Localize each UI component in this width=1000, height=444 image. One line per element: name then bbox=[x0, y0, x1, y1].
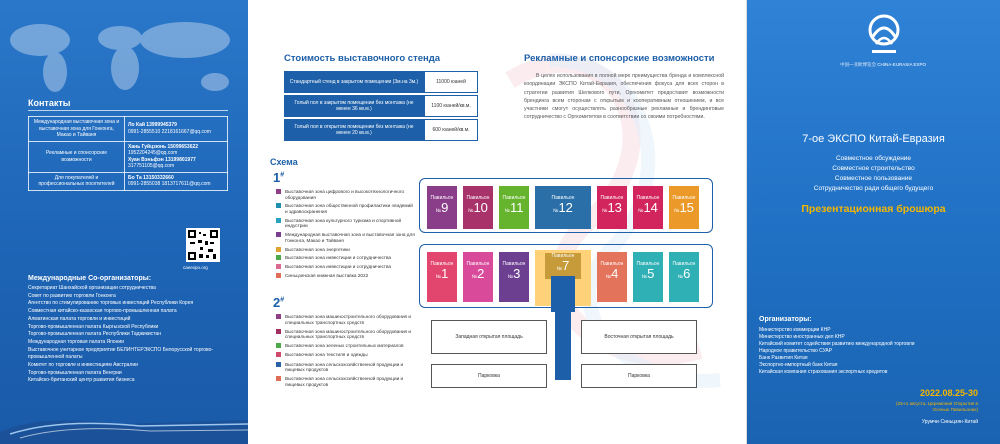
pavilion-no: № bbox=[553, 208, 559, 214]
connector-passage bbox=[551, 276, 575, 312]
contact-line[interactable]: Бо Та 13150332660 bbox=[128, 174, 174, 181]
slogan-list bbox=[747, 154, 1000, 194]
cost-row bbox=[284, 95, 478, 117]
pavilion-no: № bbox=[677, 274, 684, 280]
pavilion-number bbox=[427, 201, 457, 218]
cost-table bbox=[284, 69, 478, 143]
pavilion-no: № bbox=[602, 208, 608, 214]
hall-2-number: 2# bbox=[273, 295, 285, 310]
pavilion-label bbox=[463, 195, 493, 218]
pavilion-number bbox=[669, 201, 699, 218]
pavilion-number bbox=[633, 267, 663, 284]
pavilion-5[interactable] bbox=[633, 252, 663, 302]
stand-price: 600 юаней/кв.м. bbox=[424, 119, 478, 141]
expo-logo-icon bbox=[864, 10, 904, 60]
pavilion-10[interactable] bbox=[463, 186, 493, 229]
pavilion-1[interactable] bbox=[427, 252, 457, 302]
contact-line[interactable]: Хань Гуйцзюнь 15099653622 bbox=[128, 143, 199, 150]
legend-swatch bbox=[276, 362, 281, 367]
pavilion-no: № bbox=[435, 274, 442, 280]
pavilion-word: Павильон bbox=[551, 195, 575, 201]
legend-label: Выставочная зона зеленых строительных материалов bbox=[285, 343, 404, 349]
pavilion-word: Павильон bbox=[672, 195, 696, 201]
parking-west: Парковка bbox=[431, 364, 547, 388]
pavilion-no: № bbox=[674, 208, 680, 214]
pavilion-number bbox=[597, 201, 627, 218]
logo-caption: 中国—亚欧博览会 CHINA-EURASIA EXPO bbox=[839, 62, 926, 67]
pavilion-word: Павильон bbox=[636, 261, 660, 267]
pavilion-label bbox=[535, 195, 591, 218]
legend-hall-1 bbox=[276, 189, 416, 282]
pavilion-label bbox=[597, 261, 627, 284]
ads-title: Рекламные и спонсорские возможности bbox=[524, 53, 715, 64]
coorganizer-item: Агентство по стимулированию торговых инвестиций Республики Корея bbox=[28, 300, 194, 307]
pavilion-number bbox=[545, 259, 581, 276]
coorganizer-item: Секретариат Шанхайской организации сотрудничества bbox=[28, 285, 156, 291]
pavilion-num: 12 bbox=[558, 200, 573, 215]
pavilion-num: 1 bbox=[441, 266, 449, 281]
pavilion-word: Павильон bbox=[466, 261, 490, 267]
coorganizer-item: Совместная китайско-казахская торгово-промышленная палата bbox=[28, 308, 177, 315]
expo-title: 7-ое ЭКСПО Китай-Евразия bbox=[802, 133, 945, 145]
legend-item bbox=[276, 376, 416, 387]
legend-label: Выставочная зона текстиля и одежды bbox=[285, 352, 368, 358]
contact-line[interactable]: Хуан Вэньфэн 13199801977 bbox=[128, 156, 196, 163]
contact-line[interactable]: 1952204245@qq.com bbox=[128, 150, 178, 156]
pavilion-number bbox=[633, 201, 663, 218]
legend-swatch bbox=[276, 218, 281, 223]
stand-type: Голый пол в открытом помещении без монтажа (не менее 20 кв.м.) bbox=[284, 119, 424, 141]
coorganizer-item: Китайско-британский центр развития бизнеса bbox=[28, 377, 135, 384]
pavilion-num: 3 bbox=[513, 266, 521, 281]
legend-item bbox=[276, 343, 416, 349]
coorganizer-item: Торгово-промышленная палата Кыргызской Республики bbox=[28, 323, 159, 330]
pavilion-word: Павильон bbox=[466, 195, 490, 201]
pavilion-number bbox=[669, 267, 699, 284]
pavilion-label bbox=[669, 261, 699, 284]
legend-swatch bbox=[276, 352, 281, 357]
pavilion-no: № bbox=[605, 274, 612, 280]
cost-row bbox=[284, 71, 478, 93]
cost-row bbox=[284, 119, 478, 141]
coorganizer-item: Алматинская палата торговли и инвестиций bbox=[28, 315, 131, 322]
slogan-item: Совместное обсуждение bbox=[835, 155, 912, 162]
contact-row bbox=[29, 141, 228, 172]
pavilion-no: № bbox=[507, 274, 514, 280]
legend-swatch bbox=[276, 329, 281, 334]
legend-label: Выставочная зона сельскохозяйственной продукции и пищевых продуктов bbox=[285, 376, 404, 387]
ads-text: В целях использования в полной мере преимущества бренда и комплексной координации ЭКСПО Китай-Евразия, обеспечения фокуса для всех сторон в стратегии развития Шелкового пути, Оргкомитет предоставит возможности брендинга всем сторонам с открытым и кооперативным отношением, и все участники смогут осуществлять разнообразные рекламные и брендинговые сотрудничество с Оргкомитетом в соответствии со своими потребностями. bbox=[524, 73, 724, 121]
expo-date: 2022.08.25-30 bbox=[919, 388, 978, 398]
organizer-item: Банк Развития Китая bbox=[759, 355, 808, 361]
pavilion-14[interactable] bbox=[633, 186, 663, 229]
slogan-item: Сотрудничество ради общего будущего bbox=[813, 185, 934, 192]
contact-row bbox=[29, 117, 228, 142]
organizers-list bbox=[759, 327, 915, 376]
organizer-item: Министерство иностранных дел КНР bbox=[759, 334, 845, 340]
contact-row bbox=[29, 172, 228, 190]
coorganizer-item: Совет по развитию торговли Гонконга bbox=[28, 292, 116, 299]
pavilion-num: 7 bbox=[562, 258, 570, 273]
contact-line[interactable]: 0991-2855038 1813717611@qq.com bbox=[128, 181, 211, 187]
pavilion-num: 5 bbox=[647, 266, 655, 281]
legend-swatch bbox=[276, 189, 281, 194]
legend-item bbox=[276, 189, 416, 200]
legend-item bbox=[276, 255, 416, 261]
legend-swatch bbox=[276, 376, 281, 381]
legend-item bbox=[276, 247, 416, 253]
legend-item bbox=[276, 273, 416, 279]
legend-label: Выставочная зона машиностроительного оборудования и специальных транспортных средств bbox=[285, 314, 412, 325]
pavilion-number bbox=[597, 267, 627, 284]
pavilion-num: 4 bbox=[611, 266, 619, 281]
coorganizers-list bbox=[28, 285, 243, 385]
organizer-item: Китайская компания страхования экспортных кредитов bbox=[759, 369, 888, 375]
coorganizer-item: Выставочное унитарное предприятие БЕЛИНТЕРЭКСПО Белорусской торгово-промышленной палаты bbox=[28, 346, 214, 361]
pavilion-label bbox=[499, 261, 529, 284]
qr-caption: caeexpo.org bbox=[183, 265, 208, 270]
organizer-item: Китайский комитет содействия развитию международной торговли bbox=[759, 341, 915, 347]
date-note: (25-го августа, Церемония Открытия в Осенью Павильонах) bbox=[895, 401, 978, 412]
legend-label: Выставочная зона инвестиции и сотрудничества bbox=[285, 264, 391, 270]
pavilion-label bbox=[427, 261, 457, 284]
west-open-area: Западная открытая площадь bbox=[431, 320, 547, 354]
pavilion-num: 13 bbox=[607, 200, 622, 215]
legend-swatch bbox=[276, 273, 281, 278]
hall-1-number: 1# bbox=[273, 170, 285, 185]
parking-east: Парковка bbox=[581, 364, 697, 388]
legend-label: Выставочная зона инвестиции и сотрудничества bbox=[285, 255, 391, 261]
pavilion-word: Павильон bbox=[600, 195, 624, 201]
pavilion-word: Павильон bbox=[551, 253, 575, 259]
coorganizer-item: Торгово-промышленная палата Венгрии bbox=[28, 369, 122, 376]
pavilion-no: № bbox=[556, 266, 563, 272]
legend-swatch bbox=[276, 203, 281, 208]
contact-label: Международная выставочная зона и выставочная зона для Гонконга, Макао и Тайваня bbox=[29, 117, 125, 142]
pavilion-label bbox=[597, 195, 627, 218]
pavilion-no: № bbox=[641, 274, 648, 280]
legend-swatch bbox=[276, 247, 281, 252]
stand-price: 1100 юаней/кв.м. bbox=[424, 95, 478, 117]
stand-type: Голый пол в закрытом помещении без монтажа (не менее 36 кв.м.) bbox=[284, 95, 424, 117]
slogan-item: Совместное строительство bbox=[832, 165, 915, 172]
contact-info bbox=[125, 172, 228, 190]
exhibition-plan bbox=[415, 166, 725, 412]
pavilion-label bbox=[499, 195, 529, 218]
contacts-table bbox=[28, 116, 228, 191]
pavilion-11[interactable] bbox=[499, 186, 529, 229]
pavilion-word: Павильон bbox=[672, 261, 696, 267]
pavilion-number bbox=[427, 267, 457, 284]
legend-label: Выставочная зона общественной профилактики эпидемий и здравоохранения bbox=[285, 203, 413, 214]
pavilion-number bbox=[499, 267, 529, 284]
expo-city: Урумчи·Синьцзян·Китай bbox=[921, 419, 978, 425]
legend-label: Выставочная зона энергетики bbox=[285, 246, 350, 252]
legend-item bbox=[276, 362, 416, 373]
legend-swatch bbox=[276, 343, 281, 348]
pavilion-label bbox=[427, 195, 457, 218]
pavilion-no: № bbox=[504, 208, 510, 214]
stand-price: 11000 юаней bbox=[424, 71, 478, 93]
contact-label: Рекламные и спонсорские возможности bbox=[29, 141, 125, 172]
pavilion-word: Павильон bbox=[430, 195, 454, 201]
pavilion-word: Павильон bbox=[502, 261, 526, 267]
organizers-title: Организаторы: bbox=[759, 316, 812, 323]
legend-label: Выставочная зона цифрового и высокотехнологичного оборудования bbox=[285, 189, 405, 200]
pavilion-12[interactable] bbox=[535, 186, 591, 229]
pavilion-no: № bbox=[468, 208, 474, 214]
pavilion-number bbox=[535, 201, 591, 218]
legend-swatch bbox=[276, 314, 281, 319]
legend-item bbox=[276, 329, 416, 340]
legend-item bbox=[276, 232, 416, 243]
stand-type: Стандартный стенд в закрытом помещении (3м.на 3м.) bbox=[284, 71, 424, 93]
pavilion-no: № bbox=[638, 208, 644, 214]
central-passage bbox=[555, 312, 571, 380]
legend-hall-2 bbox=[276, 314, 416, 391]
contact-line[interactable]: 317751105@qq.com bbox=[128, 163, 175, 169]
train-graphic bbox=[0, 394, 248, 444]
pavilion-word: Павильон bbox=[600, 261, 624, 267]
legend-label: Выставочная зона культурного туризма и спортивной индустрии bbox=[285, 217, 402, 229]
cost-title: Стоимость выставочного стенда bbox=[284, 53, 441, 64]
pavilion-no: № bbox=[435, 208, 442, 214]
legend-label: Выставочная зона машиностроительного оборудования и специальных транспортных средств bbox=[285, 328, 412, 340]
coorganizer-item: Комитет по торговле и инвестициям Австралии bbox=[28, 362, 138, 369]
legend-swatch bbox=[276, 232, 281, 237]
organizer-item: Народное правительство СУАР bbox=[759, 348, 833, 354]
legend-swatch bbox=[276, 264, 281, 269]
brochure-title: Презентационная брошюра bbox=[801, 203, 946, 215]
pavilion-num: 10 bbox=[473, 200, 488, 215]
contact-line[interactable]: 0991-2855510 2218161667@qq.com bbox=[128, 128, 211, 135]
contact-info bbox=[125, 141, 228, 172]
contact-label: Для покупателей и профессиональных посетителей bbox=[29, 172, 125, 190]
legend-item bbox=[276, 352, 416, 358]
pavilion-9[interactable] bbox=[427, 186, 457, 229]
pavilion-number bbox=[499, 201, 529, 218]
legend-item bbox=[276, 218, 416, 229]
scheme-title: Схема bbox=[270, 157, 298, 167]
organizer-item: Министерство коммерции КНР bbox=[759, 327, 831, 333]
pavilion-2[interactable] bbox=[463, 252, 493, 302]
pavilion-label bbox=[669, 195, 699, 218]
pavilion-number bbox=[463, 201, 493, 218]
legend-item bbox=[276, 203, 416, 214]
pavilion-label bbox=[463, 261, 493, 284]
pavilion-num: 14 bbox=[643, 200, 658, 215]
organizer-item: Экспортно-импортный банк Китая bbox=[759, 362, 838, 368]
legend-item bbox=[276, 264, 416, 270]
legend-label: Международная выставочная зона и выставочная зона для Гонконга, Макао и Тайваня bbox=[285, 232, 415, 243]
coorganizer-item: Международная торговая палата Японии bbox=[28, 338, 124, 345]
contacts-title: Контакты bbox=[28, 98, 71, 108]
cover-panel bbox=[747, 0, 1000, 444]
coorganizer-item: Торгово-промышленная палата Республики Таджикистан bbox=[28, 331, 161, 338]
contact-info bbox=[125, 117, 228, 142]
qr-code[interactable] bbox=[186, 228, 220, 262]
legend-label: Выставочная зона сельскохозяйственной продукции и пищевых продуктов bbox=[285, 361, 404, 373]
pavilion-label bbox=[633, 261, 663, 284]
pavilion-3[interactable] bbox=[499, 252, 529, 302]
pavilion-15[interactable] bbox=[669, 186, 699, 229]
pavilion-no: № bbox=[471, 274, 478, 280]
pavilion-word: Павильон bbox=[502, 195, 526, 201]
pavilion-label bbox=[633, 195, 663, 218]
pavilion-num: 11 bbox=[509, 200, 524, 215]
pavilion-13[interactable] bbox=[597, 186, 627, 229]
pavilion-4[interactable] bbox=[597, 252, 627, 302]
pavilion-num: 9 bbox=[441, 200, 449, 215]
pavilion-word: Павильон bbox=[430, 261, 454, 267]
pavilion-6[interactable] bbox=[669, 252, 699, 302]
pavilion-word: Павильон bbox=[636, 195, 660, 201]
pavilion-number bbox=[463, 267, 493, 284]
coorganizers-title: Международные Со-организаторы: bbox=[28, 275, 152, 282]
legend-label: Синьцзянская книжная выставка 2022 bbox=[285, 272, 369, 278]
legend-swatch bbox=[276, 255, 281, 260]
slogan-item: Совместное пользование bbox=[834, 175, 913, 182]
east-open-area: Восточная открытая площадь bbox=[581, 320, 697, 354]
pavilion-num: 6 bbox=[683, 266, 691, 281]
legend-item bbox=[276, 314, 416, 325]
pavilion-num: 15 bbox=[679, 200, 694, 215]
contact-line[interactable]: Ло Кай 13999945379 bbox=[128, 122, 177, 129]
contacts-divider bbox=[28, 110, 228, 111]
world-map-graphic bbox=[0, 10, 248, 105]
left-panel bbox=[0, 0, 248, 444]
pavilion-num: 2 bbox=[477, 266, 485, 281]
